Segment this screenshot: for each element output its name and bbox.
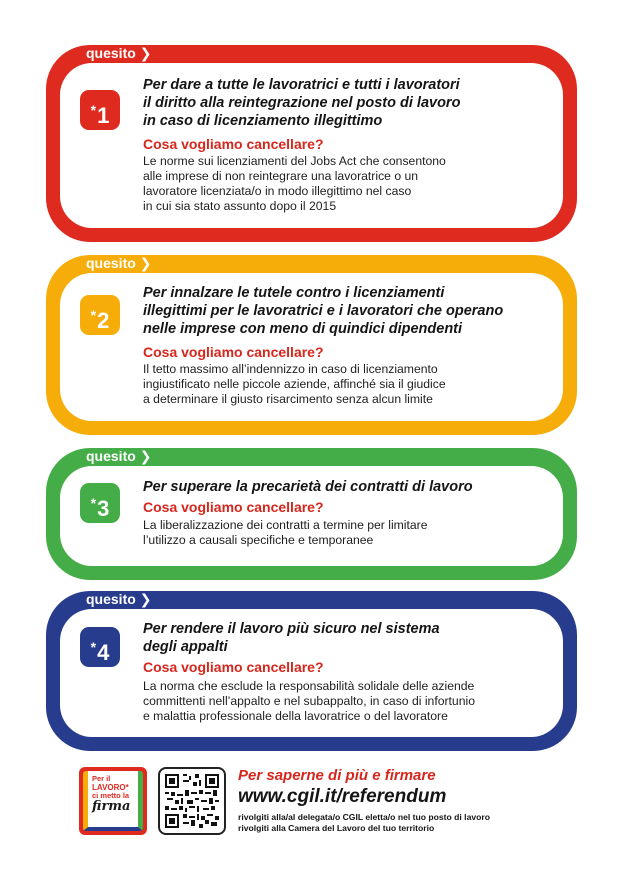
quesito-title: Per dare a tutte le lavoratrici e tutti i lavoratori il diritto alla reintegrazione nel posto di lavoro in caso di licenziamento illegittimo	[143, 77, 461, 129]
chevron-right-icon: ❯	[139, 255, 152, 271]
qr-code-icon	[165, 774, 219, 828]
campaign-logo	[79, 767, 147, 835]
quesito-tag: quesito ❯	[86, 255, 152, 271]
quesito-title: Per rendere il lavoro più sicuro nel sistema degli appalti	[143, 621, 440, 655]
qr-code[interactable]	[158, 767, 226, 835]
logo-text: Per il	[92, 774, 111, 783]
quesito-tag: quesito ❯	[86, 45, 152, 61]
quesito-card-4	[46, 591, 577, 751]
question-heading: Cosa vogliamo cancellare?	[143, 499, 324, 515]
chevron-right-icon: ❯	[139, 591, 152, 607]
question-heading: Cosa vogliamo cancellare?	[143, 344, 324, 360]
quesito-number-badge: *1	[80, 90, 120, 130]
quesito-description: Le norme sui licenziamenti del Jobs Act che consentono alle imprese di non reintegrare una lavoratrice o un lavoratore licenziata/o in modo illegittimo nel caso in cui sia stato assunto dopo il 2015	[143, 154, 446, 213]
quesito-card-2	[46, 255, 577, 435]
chevron-right-icon: ❯	[139, 448, 152, 464]
quesito-card-3	[46, 448, 577, 580]
question-heading: Cosa vogliamo cancellare?	[143, 659, 324, 675]
quesito-tag: quesito ❯	[86, 448, 152, 464]
chevron-right-icon: ❯	[139, 45, 152, 61]
footer-info-line: rivolgiti alla/al delegata/o CGIL eletta/o nel tuo posto di lavoro	[238, 812, 490, 822]
quesito-title: Per superare la precarietà dei contratti di lavoro	[143, 479, 473, 495]
quesito-card-1	[46, 45, 577, 242]
quesito-number-badge: *2	[80, 295, 120, 335]
quesito-description: La norma che esclude la responsabilità solidale delle aziende committenti nell’appalto e nel subappalto, in caso di infortunio e malattia professionale della lavoratrice o del lavoratore	[143, 679, 475, 723]
quesito-tag: quesito ❯	[86, 591, 152, 607]
logo-text: LAVORO*	[92, 783, 129, 792]
logo-text: ci metto la	[92, 791, 130, 800]
footer-headline: Per saperne di più e firmare	[238, 767, 436, 784]
logo-text: firma	[92, 799, 131, 814]
quesito-title: Per innalzare le tutele contro i licenziamenti illegittimi per le lavoratrici e i lavoratori che operano nelle imprese con meno di quindici dipendenti	[143, 285, 504, 337]
footer-info-line: rivolgiti alla Camera del Lavoro del tuo territorio	[238, 823, 435, 833]
referendum-url-link[interactable]: www.cgil.it/referendum	[238, 786, 447, 807]
quesito-description: La liberalizzazione dei contratti a termine per limitare l’utilizzo a causali specifiche e temporanee	[143, 518, 428, 547]
quesito-number-badge: *4	[80, 627, 120, 667]
question-heading: Cosa vogliamo cancellare?	[143, 136, 324, 152]
quesito-number-badge: *3	[80, 483, 120, 523]
quesito-description: Il tetto massimo all’indennizzo in caso di licenziamento ingiustificato nelle piccole aziende, affinché sia il giudice a determinare il giusto risarcimento senza alcun limite	[143, 362, 446, 406]
